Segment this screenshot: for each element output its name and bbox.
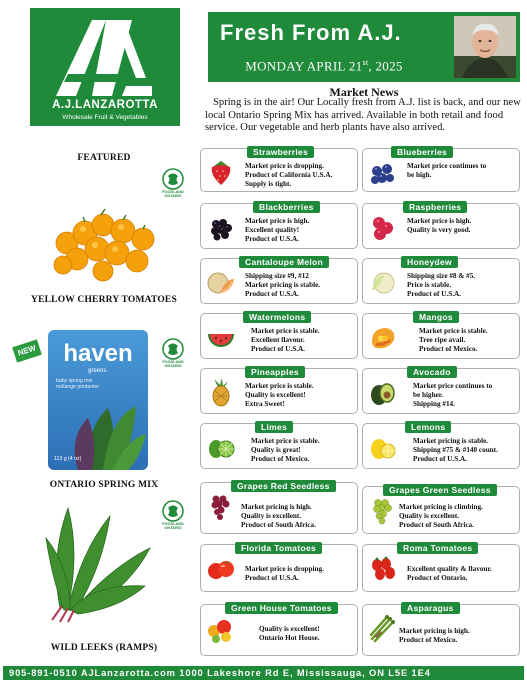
product-name: Cantaloupe Melon	[239, 256, 329, 268]
market-news-heading: Market News	[329, 85, 399, 99]
product-name: Strawberries	[247, 146, 314, 158]
product-name: Roma Tomatoes	[397, 542, 478, 554]
header-banner	[208, 12, 520, 82]
product-card-blueberries: Blueberries Market price continues to be high.	[362, 148, 520, 192]
aj-monogram-icon	[52, 16, 158, 98]
featured-heading: FEATURED	[77, 153, 131, 163]
product-name: Avocado	[407, 366, 457, 378]
company-logo	[30, 8, 180, 126]
product-card-cantaloupe: Cantaloupe Melon Shipping size #9, #12 Market pricing is stable. Product of U.S.A.	[200, 258, 358, 304]
cantaloupe-icon	[206, 267, 236, 297]
blackberries-icon	[206, 212, 236, 242]
company-tagline: Wholesale Fruit & Vegetables	[62, 114, 148, 121]
lime-icon	[206, 432, 236, 462]
yellow-cherry-tomatoes-image	[45, 205, 165, 285]
product-card-strawberries: Strawberries Market price is dropping. Product of California U.S.A. Supply is tight.	[200, 148, 358, 192]
newsletter-title: Fresh From A.J.	[220, 20, 402, 45]
market-news-body: Spring is in the air! Our Locally fresh from A.J. list is back, and our new local Ontario Spring Mix has arrived. Available in both retail and food service. Our vegetable and herb plants have also arrived.	[205, 97, 521, 134]
product-name: Limes	[255, 421, 293, 433]
owner-photo	[454, 16, 516, 78]
product-name: Asparagus	[401, 602, 460, 614]
foodland-ontario-icon: FOODLAND ONTARIO	[162, 168, 184, 190]
product-name: Watermelons	[243, 311, 311, 323]
pineapple-icon	[206, 377, 236, 407]
product-name: Pineapples	[245, 366, 305, 378]
product-name: Grapes Red Seedless	[231, 480, 336, 492]
foodland-ontario-icon: FOODLAND ONTARIO	[162, 500, 184, 522]
product-card-lemons: Lemons Market pricing is stable. Shipping #75 & #140 count. Product of U.S.A.	[362, 423, 520, 469]
product-card-green-grapes: Grapes Green Seedless Market pricing is climbing. Quality is excellent. Product of South Africa.	[362, 486, 520, 534]
mango-icon	[368, 322, 398, 352]
spring-mix-package-image: haven greens. baby spring mix mélange printanier 113 g (4 oz)	[48, 330, 148, 470]
product-card-roma-tomatoes: Roma Tomatoes Excellent quality & flavour. Product of Ontario.	[362, 544, 520, 592]
wild-leeks-image	[40, 498, 160, 623]
product-name: Mangos	[413, 311, 459, 323]
product-name: Florida Tomatoes	[235, 542, 322, 554]
product-card-asparagus: Asparagus Market pricing is high. Product of Mexico.	[362, 604, 520, 656]
featured-item-spring-mix: ONTARIO SPRING MIX	[49, 480, 159, 490]
tomato-icon	[206, 553, 236, 583]
product-card-honeydew: Honeydew Shipping size #8 & #5. Price is stable. Product of U.S.A.	[362, 258, 520, 304]
product-card-florida-tomatoes: Florida Tomatoes Market price is dropping. Product of U.S.A.	[200, 544, 358, 592]
blueberries-icon	[368, 157, 398, 187]
raspberries-icon	[368, 212, 398, 242]
roma-tomato-icon	[368, 553, 398, 583]
product-card-mangos: Mangos Market price is stable. Tree ripe avail. Product of Mexico.	[362, 313, 520, 359]
new-badge: NEW	[12, 339, 42, 362]
product-card-blackberries: Blackberries Market price is high. Excellent quality! Product of U.S.A.	[200, 203, 358, 249]
product-name: Raspberries	[403, 201, 467, 213]
issue-date: MONDAY APRIL 21st, 2025	[245, 58, 403, 74]
product-card-red-grapes: Grapes Red Seedless Market pricing is high. Quality is excellent. Product of South Africa.	[200, 482, 358, 534]
contact-footer: 905-891-0510 AJLanzarotta.com 1000 Lakeshore Rd E, Mississauga, ON L5E 1E4	[3, 666, 524, 680]
product-name: Honeydew	[401, 256, 458, 268]
product-name: Grapes Green Seedless	[383, 484, 497, 496]
product-card-pineapples: Pineapples Market price is stable. Quality is excellent! Extra Sweet!	[200, 368, 358, 414]
product-name: Blackberries	[253, 201, 320, 213]
product-name: Lemons	[405, 421, 451, 433]
watermelon-icon	[206, 322, 236, 352]
featured-item-wild-leeks: WILD LEEKS (RAMPS)	[50, 643, 158, 653]
product-name: Green House Tomatoes	[225, 602, 338, 614]
red-grapes-icon	[206, 491, 236, 521]
avocado-icon	[368, 377, 398, 407]
product-card-greenhouse-tomatoes: Green House Tomatoes Quality is excellent! Ontario Hot House.	[200, 604, 358, 656]
product-card-limes: Limes Market price is stable. Quality is great! Product of Mexico.	[200, 423, 358, 469]
product-name: Blueberries	[391, 146, 453, 158]
product-card-raspberries: Raspberries Market price is high. Quality is very good.	[362, 203, 520, 249]
product-card-watermelons: Watermelons Market price is stable. Excellent flavour. Product of U.S.A.	[200, 313, 358, 359]
foodland-ontario-icon: FOODLAND ONTARIO	[162, 338, 184, 360]
green-grapes-icon	[368, 495, 398, 525]
lemon-icon	[368, 432, 398, 462]
asparagus-icon	[368, 613, 398, 643]
company-name: A.J.LANZAROTTA	[52, 99, 158, 111]
featured-item-cherry-tomatoes: YELLOW CHERRY TOMATOES	[31, 295, 177, 305]
honeydew-icon	[368, 267, 398, 297]
strawberry-icon	[206, 157, 236, 187]
greenhouse-tomato-icon	[206, 613, 236, 643]
product-card-avocado: Avocado Market price continues to be higher. Shipping #14.	[362, 368, 520, 414]
